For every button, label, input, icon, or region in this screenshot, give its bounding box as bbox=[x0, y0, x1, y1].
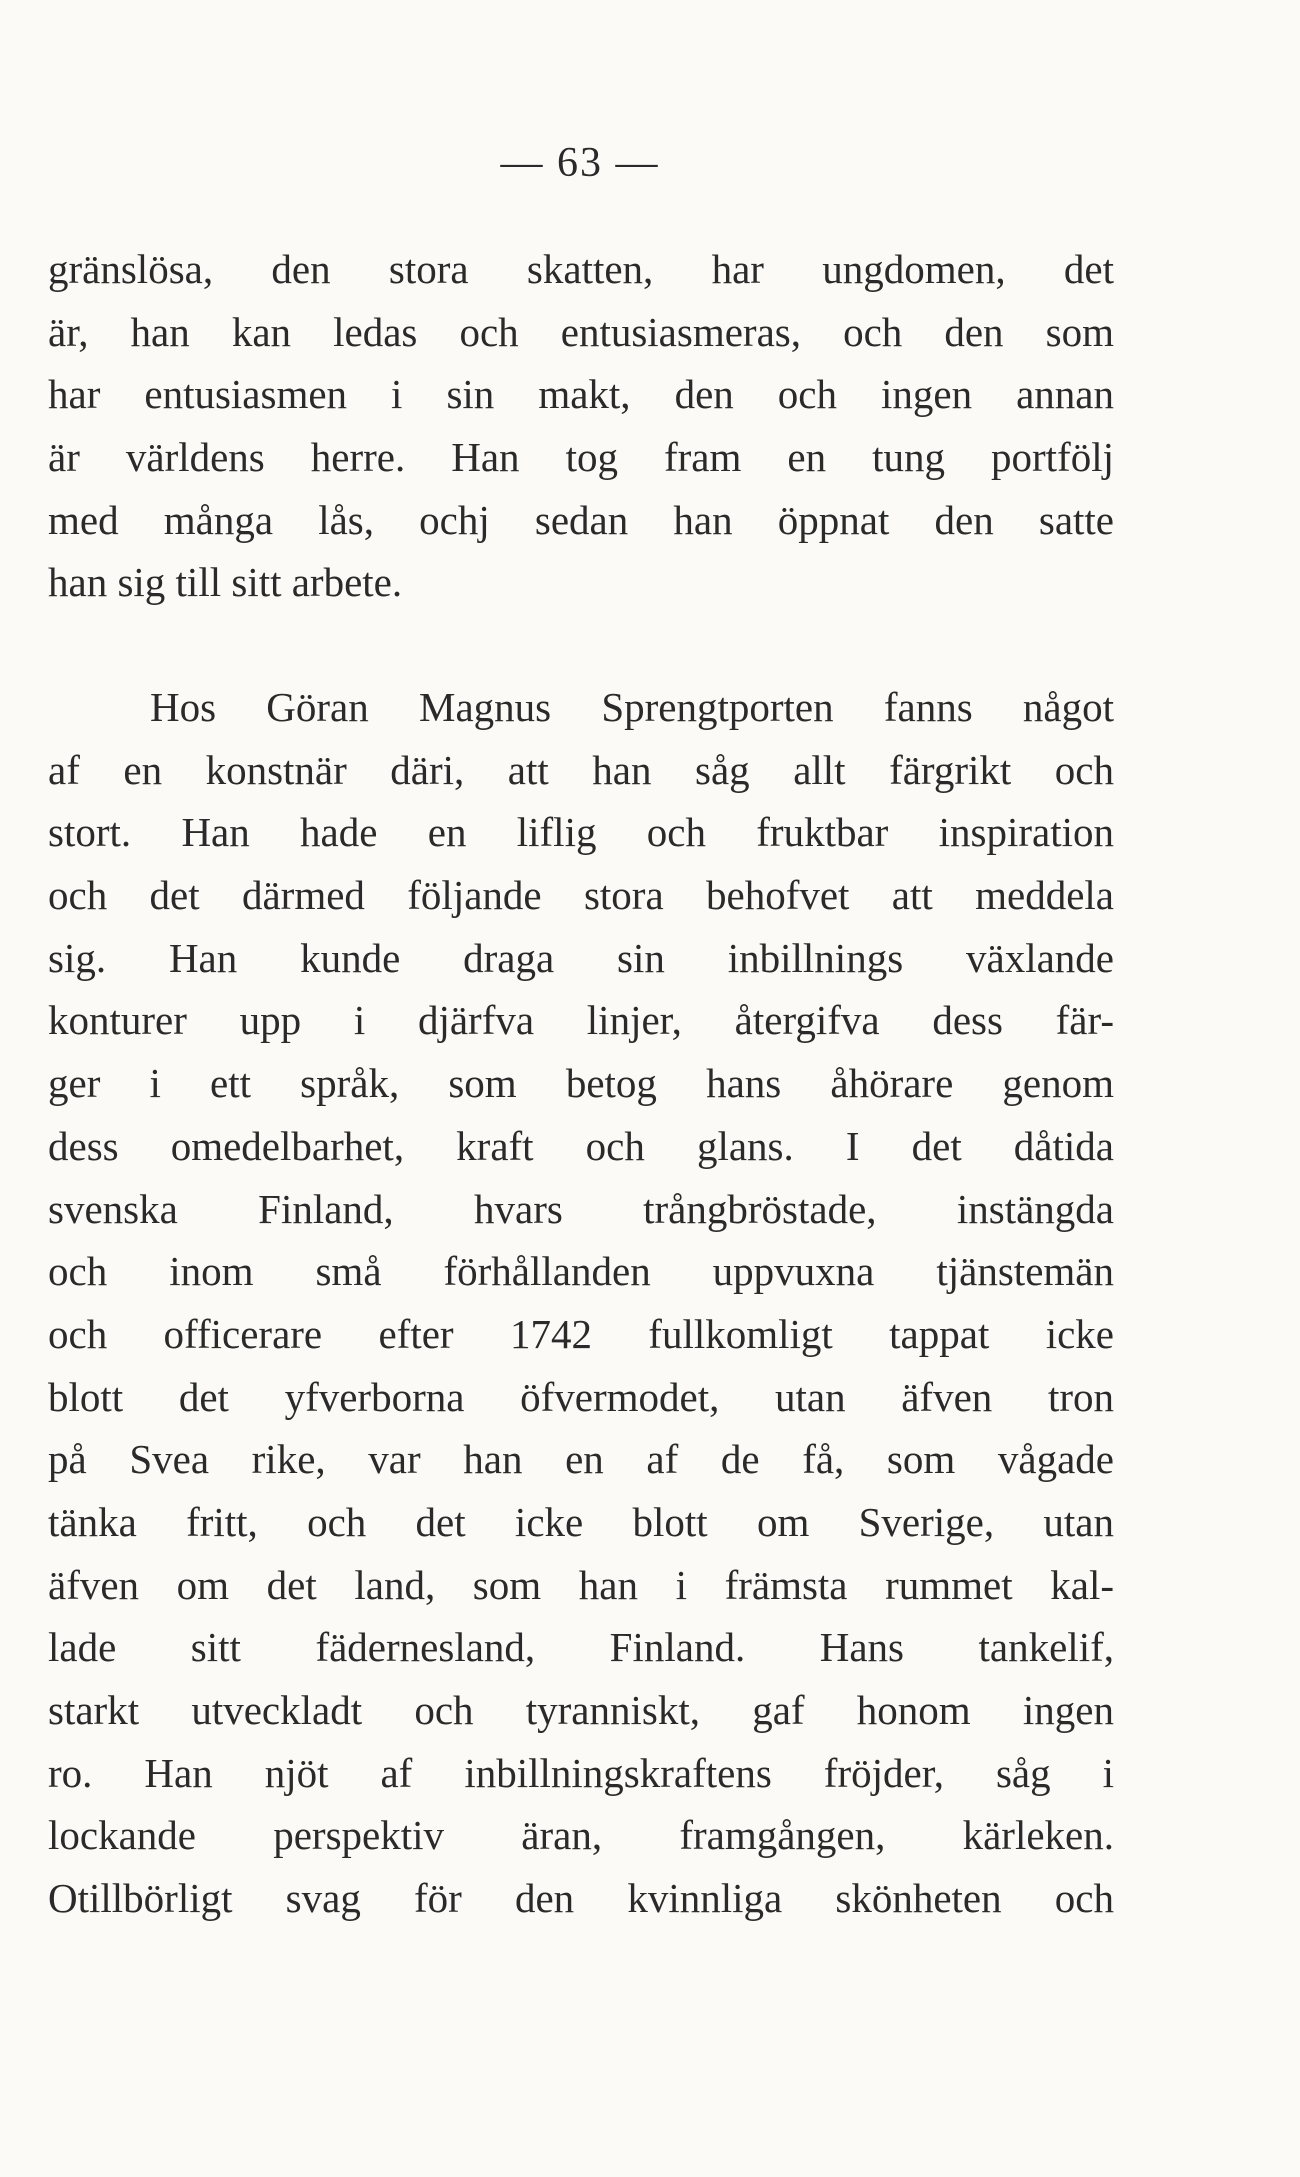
text-line: och officerare efter 1742 fullkomligt tappat icke bbox=[48, 1310, 1114, 1357]
page-number: — 63 — bbox=[500, 140, 660, 186]
text-line: äfven om det land, som han i främsta rummet kal- bbox=[48, 1561, 1114, 1608]
text-line: och inom små förhållanden uppvuxna tjänstemän bbox=[48, 1248, 1114, 1295]
text-line: på Svea rike, var han en af de få, som vågade bbox=[48, 1436, 1114, 1483]
text-line: starkt utveckladt och tyranniskt, gaf honom ingen bbox=[48, 1687, 1114, 1733]
text-line: lade sitt fädernesland, Finland. Hans tankelif, bbox=[48, 1624, 1114, 1671]
text-line: sig. Han kunde draga sin inbillnings växlande bbox=[48, 934, 1114, 981]
text-line: och det därmed följande stora behofvet att meddela bbox=[48, 872, 1114, 919]
text-line: tänka fritt, och det icke blott om Sverige, utan bbox=[48, 1498, 1114, 1545]
text-line: stort. Han hade en liflig och fruktbar inspiration bbox=[48, 809, 1114, 856]
text-line: ger i ett språk, som betog hans åhörare genom bbox=[48, 1060, 1114, 1107]
text-line: blott det yfverborna öfvermodet, utan äfven tron bbox=[48, 1373, 1114, 1420]
text-line: är världens herre. Han tog fram en tung portfölj bbox=[48, 434, 1114, 481]
text-line: har entusiasmen i sin makt, den och ingen annan bbox=[48, 371, 1114, 418]
text-line: svenska Finland, hvars trångbröstade, instängda bbox=[48, 1185, 1114, 1232]
paragraph-1 bbox=[48, 238, 1114, 614]
text-line: med många lås, ochj sedan han öppnat den satte bbox=[48, 496, 1114, 543]
text-line: ro. Han njöt af inbillningskraftens fröjder, såg i bbox=[48, 1749, 1114, 1796]
text-line: dess omedelbarhet, kraft och glans. I det dåtida bbox=[48, 1122, 1114, 1169]
text-line: gränslösa, den stora skatten, har ungdomen, det bbox=[48, 246, 1114, 292]
paragraph-2 bbox=[48, 676, 1114, 1930]
text-line: konturer upp i djärfva linjer, återgifva dess fär- bbox=[48, 997, 1114, 1044]
text-line: Otillbörligt svag för den kvinnliga skönheten och bbox=[48, 1875, 1114, 1922]
text-line: Hos Göran Magnus Sprengtporten fanns något bbox=[150, 684, 1114, 730]
text-line: han sig till sitt arbete. bbox=[48, 559, 403, 606]
text-line: af en konstnär däri, att han såg allt färgrikt och bbox=[48, 746, 1114, 793]
text-line: är, han kan ledas och entusiasmeras, och den som bbox=[48, 308, 1114, 355]
text-line: lockande perspektiv äran, framgången, kärleken. bbox=[48, 1812, 1114, 1859]
